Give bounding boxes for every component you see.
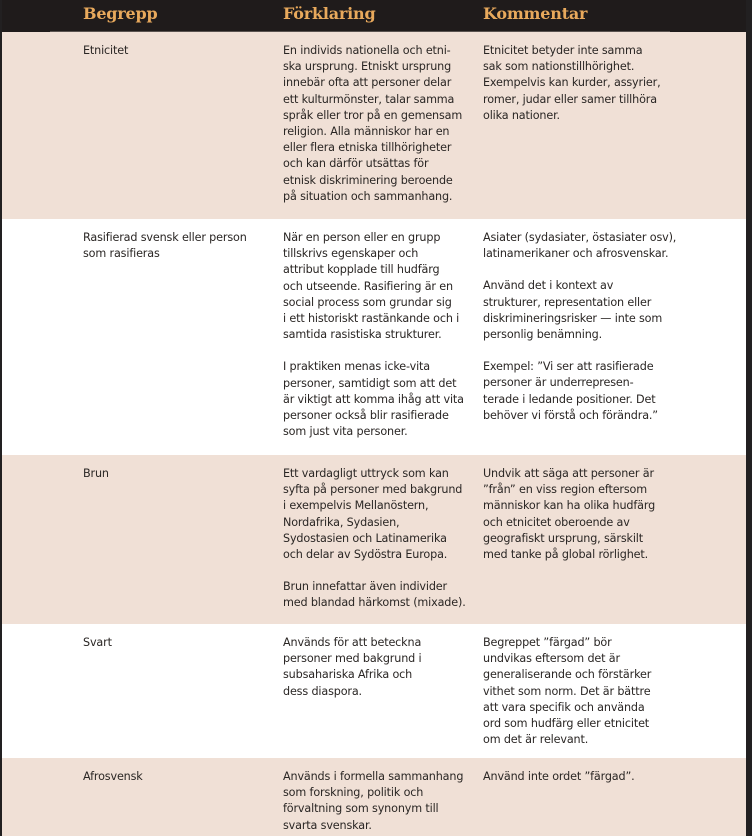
comment-text: Begreppet ”färgad” bör undvikas eftersom det är generaliserande och förstärker vithet som norm. Det är bättre att vara specifik och använda ord som hudfärg eller etnicitet om det är relevant.	[483, 636, 652, 747]
term-text: Afrosvensk	[83, 770, 143, 783]
comment-text: Exempel: ”Vi ser att rasifierade personer är underrepresen- terade i ledande positioner. Det behöver vi förstå och förändra.”	[483, 360, 658, 422]
comment-cell	[483, 230, 683, 424]
explanation-text: I praktiken menas icke-vita personer, samtidigt som att det är viktigt att komma ihåg att vita personer också blir rasifierade som just vita personer.	[283, 360, 464, 439]
explanation-cell	[283, 635, 473, 700]
comment-text: Använd det i kontext av strukturer, representation eller diskrimineringsrisker — inte som personlig benämning.	[483, 279, 663, 342]
term-cell	[83, 769, 263, 785]
header-kommentar: Kommentar	[483, 4, 588, 23]
term-cell	[83, 43, 263, 59]
comment-cell	[483, 635, 683, 748]
term-text: Brun	[83, 467, 109, 480]
term-cell	[83, 230, 263, 262]
term-text: Rasifierad svensk eller person som rasifieras	[83, 231, 247, 261]
explanation-cell	[283, 769, 473, 834]
explanation-text: Används i formella sammanhang som forskning, politik och förvaltning som synonym till svarta svenskar.	[283, 770, 464, 832]
comment-text: Använd inte ordet ”färgad”.	[483, 770, 635, 783]
comment-text: Etnicitet betyder inte samma sak som nationstillhörighet. Exempelvis kan kurder, assyrier, romer, judar eller samer tillhöra olika nationer.	[483, 44, 661, 122]
explanation-cell	[283, 466, 473, 612]
header-forklaring: Förklaring	[283, 4, 376, 23]
explanation-cell	[283, 230, 473, 440]
table-row-svart	[2, 624, 746, 758]
table-row-rasifierad	[2, 219, 746, 455]
term-cell	[83, 635, 263, 651]
term-text: Svart	[83, 636, 112, 649]
explanation-text: Ett vardagligt uttryck som kan syfta på personer med bakgrund i exempelvis Mellanöstern, Nordafrika, Sydasien, Sydostasien och Latinamerika och delar av Sydöstra Europa.	[283, 467, 463, 562]
comment-text: Undvik att säga att personer är ”från” en viss region eftersom människor kan ha olika hudfärg och etnicitet oberoende av geografiskt ursprung, särskilt med tanke på global rörlighet.	[483, 467, 656, 562]
table-row-etnicitet	[2, 32, 746, 219]
term-text: Etnicitet	[83, 44, 129, 57]
comment-cell	[483, 43, 683, 124]
explanation-text: När en person eller en grupp tillskrivs egenskaper och attribut kopplade till hudfärg och utseende. Rasifiering är en social process som grundar sig i ett historiskt rastänkande och i samtida rasistiska strukturer.	[283, 231, 460, 342]
table-row-afrosvensk	[2, 758, 746, 836]
comment-text: Asiater (sydasiater, östasiater osv), latinamerikaner och afrosvenskar.	[483, 231, 677, 261]
term-cell	[83, 466, 263, 482]
glossary-page	[2, 0, 746, 836]
comment-cell	[483, 466, 683, 563]
explanation-cell	[283, 43, 473, 205]
explanation-text: En individs nationella och etni- ska ursprung. Etniskt ursprung innebär ofta att personer delar ett kulturmönster, talar samma språk eller tror på en gemensam religion. Alla människor har en eller flera etniska tillhörigheter och kan därför utsättas för etnisk diskriminering beroende på situation och sammanhang.	[283, 44, 463, 203]
comment-cell	[483, 769, 683, 785]
table-row-brun	[2, 455, 746, 624]
explanation-text: Brun innefattar även individer med blandad härkomst (mixade).	[283, 580, 466, 610]
table-header	[2, 0, 746, 32]
explanation-text: Används för att beteckna personer med bakgrund i subsahariska Afrika och dess diaspora.	[283, 636, 422, 698]
header-begrepp: Begrepp	[83, 4, 158, 23]
